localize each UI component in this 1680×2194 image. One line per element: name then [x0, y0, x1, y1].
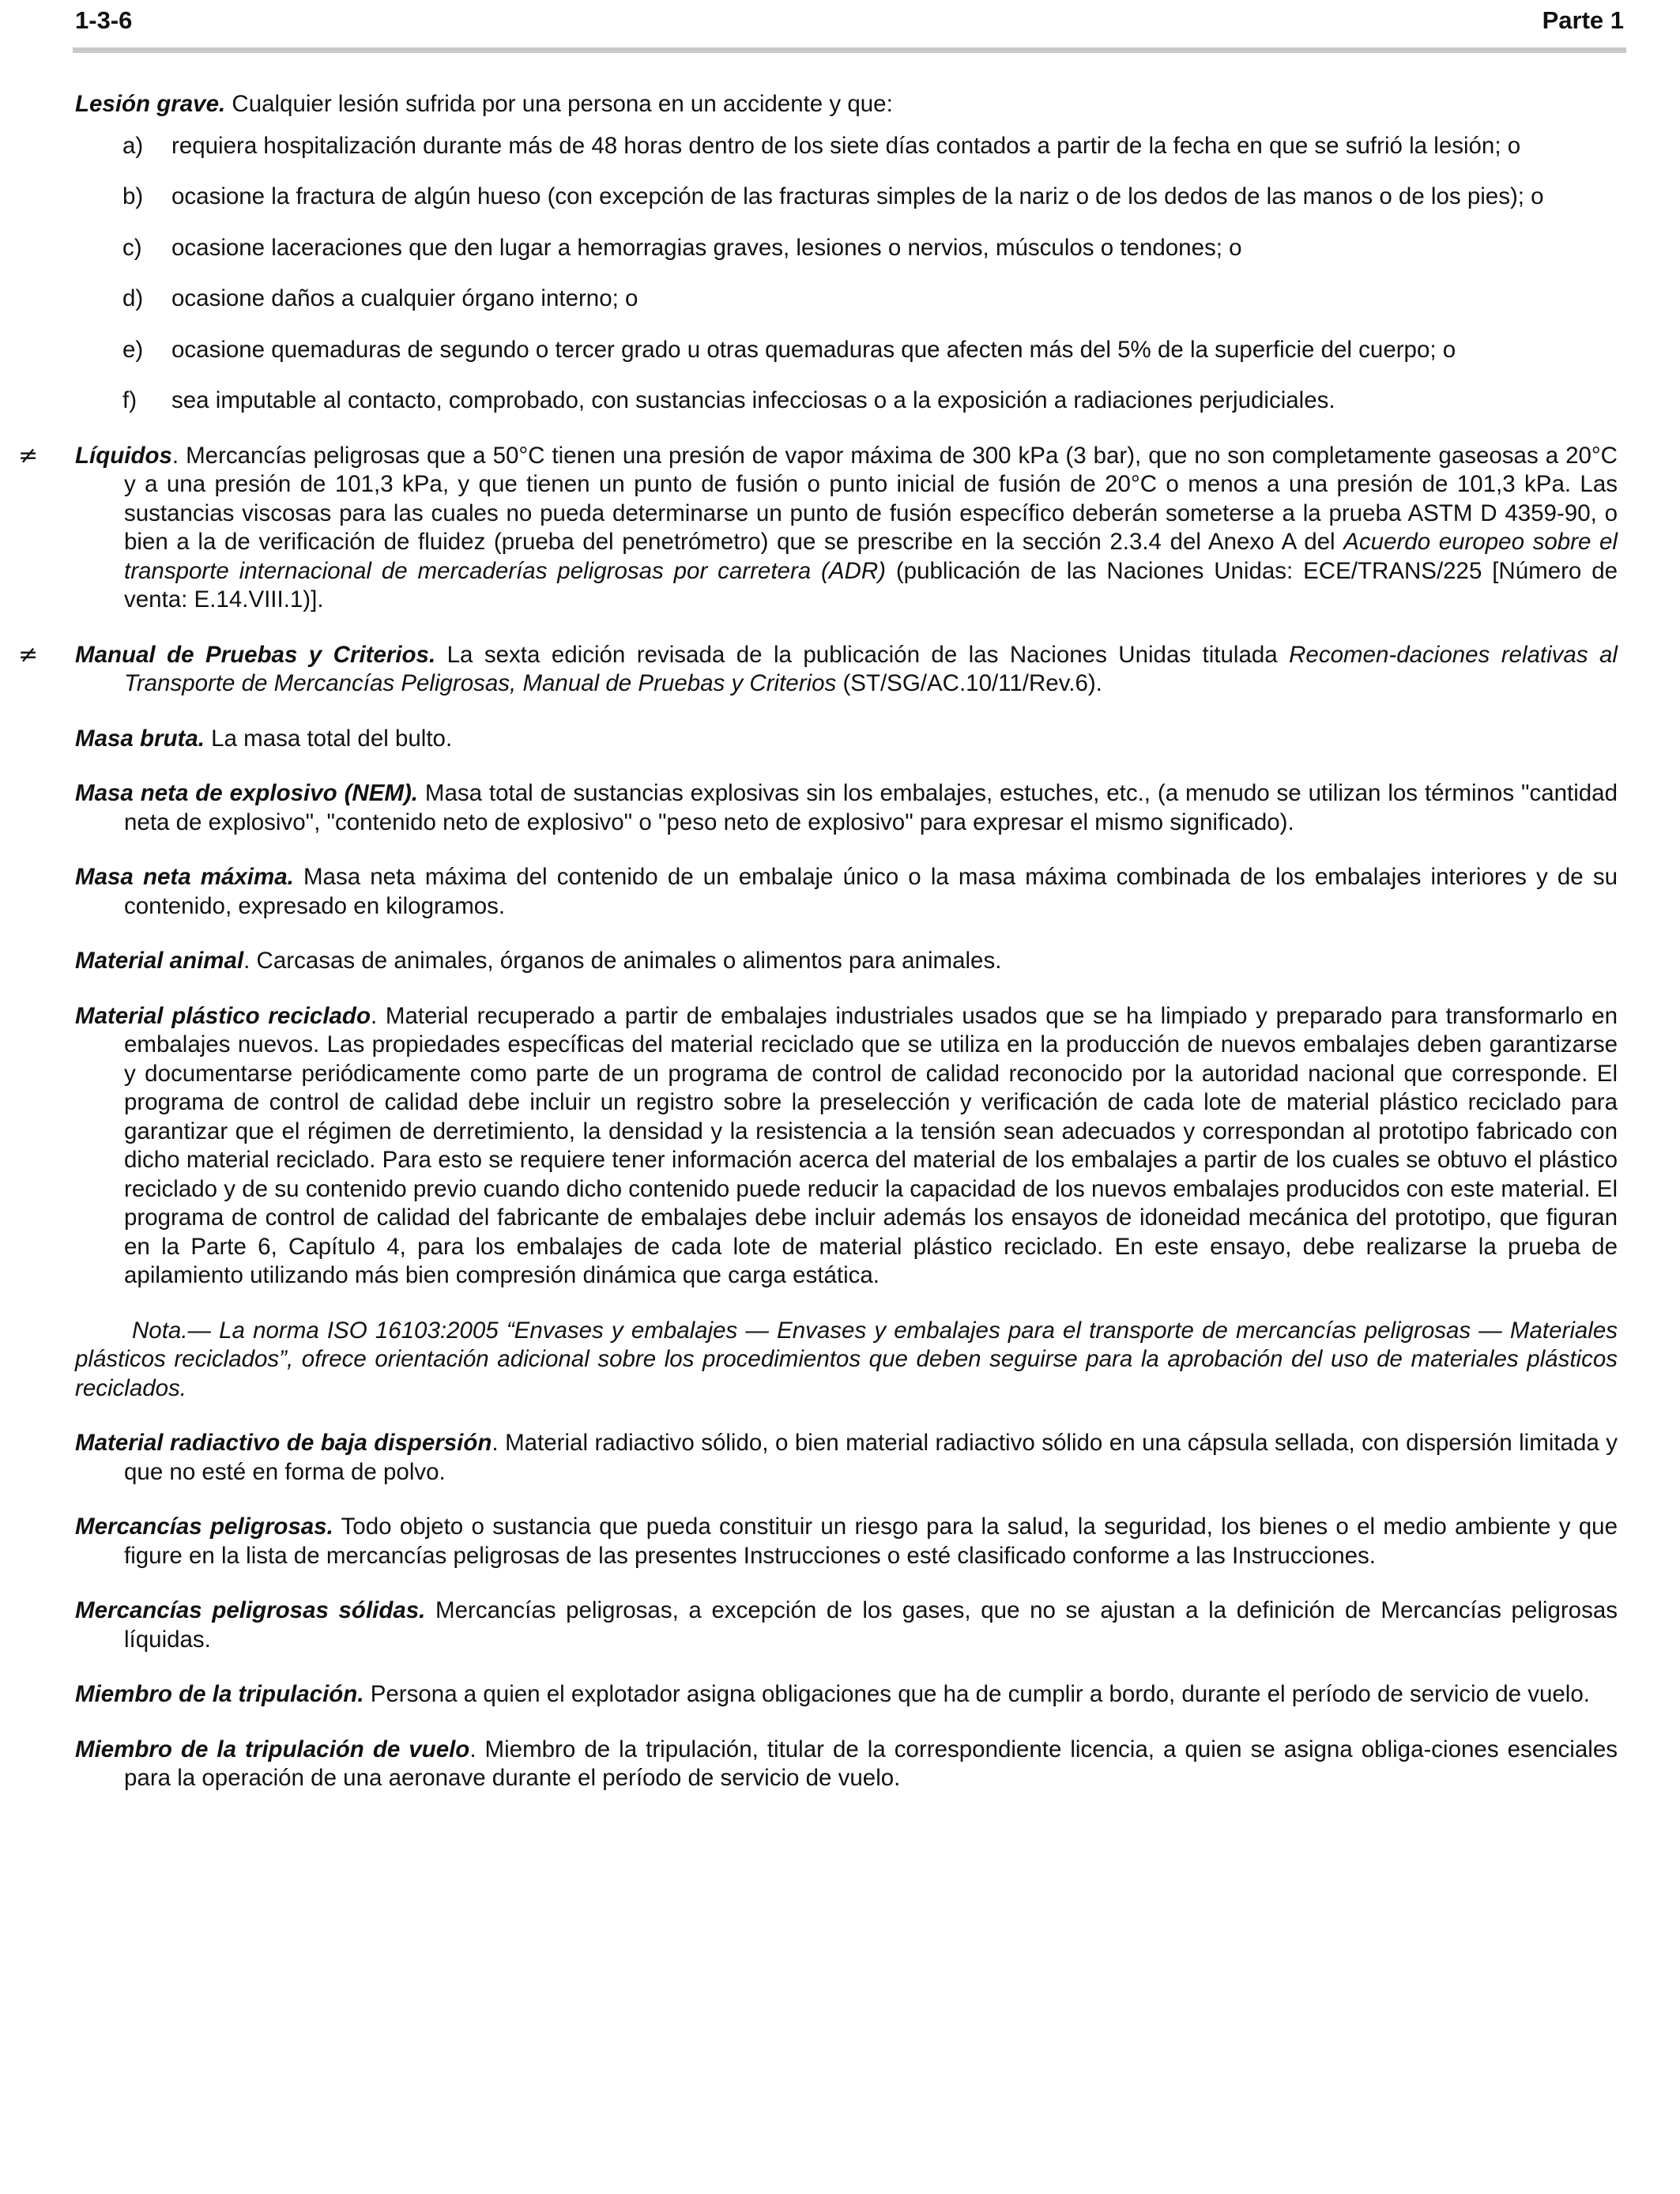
definition-text: Persona a quien el explotador asigna obligaciones que ha de cumplir a bordo, durante el período de servicio de vuelo.	[363, 1681, 1590, 1707]
list-item-label: c)	[122, 234, 142, 261]
page-number: 1-3-6	[75, 6, 133, 34]
list-item	[75, 132, 1618, 161]
header-rule	[73, 47, 1626, 53]
term: Material radiactivo de baja dispersión	[75, 1430, 492, 1456]
definition-liquidos	[18, 441, 1618, 615]
list-item-label: a)	[122, 132, 144, 159]
definition-text: . Material radiactivo sólido, o bien material radiactivo sólido en una cápsula sellada, con dispersión limitada y que no esté en forma de polvo.	[124, 1430, 1618, 1485]
definition-text: . Material recuperado a partir de embalajes industriales usados que se ha limpiado y preparado para transformarlo en embalajes nuevos. Las propiedades específicas del material reciclado que se utiliza en la producción de nuevos embalajes deben garantizarse y documentarse periódicamente como parte de un programa de control de calidad reconocido por la autoridad nacional que corresponde. El programa de control de calidad debe incluir un registro sobre la preselección y verificación de cada lote de material plástico reciclado para garantizar que el régimen de derretimiento, la densidad y la resistencia a la tensión sean adecuados y correspondan al prototipo fabricado con dicho material reciclado. Para esto se requiere tener información acerca del material de los embalajes a partir de los cuales se obtuvo el plástico reciclado y de su contenido previo cuando dicho contenido puede reducir la capacidad de los nuevos embalajes producidos con este material. El programa de control de calidad del fabricante de embalajes debe incluir además los ensayos de idoneidad mecánica del prototipo, que figuran en la Parte 6, Capítulo 4, para los embalajes de cada lote de material plástico reciclado. En este ensayo, debe realizarse la prueba de apilamiento utilizando más bien compresión dinámica que carga estática.	[124, 1002, 1618, 1288]
list-item-text: ocasione quemaduras de segundo o tercer grado u otras quemaduras que afecten más del 5% de la superficie del cuerpo; o	[171, 336, 1456, 363]
document-body	[18, 90, 1618, 1819]
note-paragraph: Nota.— La norma ISO 16103:2005 “Envases y embalajes — Envases y embalajes para el transporte de mercancías peligrosas — Materiales plásticos reciclados”, ofrece orientación adicional sobre los procedimientos que deben seguirse para la aprobación del uso de materiales plásticos reciclados.	[75, 1317, 1618, 1401]
definition-text: La masa total del bulto.	[204, 725, 453, 752]
definition-mercancias-peligrosas	[75, 1513, 1618, 1570]
definition-masa-neta-explosivo	[75, 779, 1618, 837]
term: Mercancías peligrosas sólidas.	[75, 1597, 426, 1623]
definition-masa-neta-maxima	[75, 863, 1618, 921]
publication-title: Acuerdo europeo sobre el transporte internacional de mercaderías peligrosas por carretera (ADR)	[124, 529, 1618, 584]
definition-text: Masa neta máxima del contenido de un embalaje único o la masa máxima combinada de los embalajes interiores y de su contenido, expresado en kilogramos.	[124, 864, 1618, 919]
definition-miembro-tripulacion	[75, 1680, 1618, 1710]
definition-text: Mercancías peligrosas, a excepción de los gases, que no se ajustan a la definición de Mercancías peligrosas líquidas.	[124, 1597, 1618, 1653]
list-item-label: e)	[122, 336, 144, 363]
list-item	[75, 336, 1618, 365]
publication-title: Recomen-daciones relativas al Transporte de Mercancías Peligrosas, Manual de Pruebas y Criterios	[124, 641, 1618, 696]
term: Líquidos	[75, 442, 172, 469]
term: Mercancías peligrosas.	[75, 1514, 333, 1540]
list-item-label: d)	[122, 285, 144, 311]
list-item	[75, 234, 1618, 263]
list-item	[75, 285, 1618, 314]
term: Miembro de la tripulación de vuelo	[75, 1736, 470, 1762]
lesion-items-list	[75, 132, 1618, 416]
definition-mercancias-solidas	[75, 1596, 1618, 1654]
definition-text: Cualquier lesión sufrida por una persona en un accidente y que:	[225, 91, 893, 117]
page-header	[75, 6, 1624, 38]
list-item	[75, 183, 1618, 212]
term: Material plástico reciclado	[75, 1002, 371, 1029]
definition-text: . Carcasas de animales, órganos de animales o alimentos para animales.	[243, 948, 1002, 974]
change-mark: ≠	[18, 441, 39, 469]
definition-masa-bruta	[75, 725, 1618, 754]
definition-lesion-grave	[75, 90, 1618, 119]
change-mark: ≠	[18, 640, 39, 669]
term: Masa bruta.	[75, 725, 205, 752]
definition-material-plastico-reciclado	[75, 1002, 1618, 1291]
definition-miembro-tripulacion-vuelo	[75, 1736, 1618, 1793]
term: Manual de Pruebas y Criterios.	[75, 641, 436, 668]
list-item-text: requiera hospitalización durante más de 48 horas dentro de los siete días contados a partir de la fecha en que se sufrió la lesión; o	[171, 132, 1521, 159]
list-item-label: f)	[122, 387, 137, 413]
list-item-text: sea imputable al contacto, comprobado, con sustancias infecciosas o a la exposición a radiaciones perjudiciales.	[171, 387, 1335, 413]
definition-manual-pruebas	[18, 640, 1618, 699]
term: Miembro de la tripulación.	[75, 1681, 364, 1707]
definition-material-animal	[75, 947, 1618, 976]
list-item-text: ocasione daños a cualquier órgano interno; o	[171, 285, 638, 311]
term: Material animal	[75, 948, 244, 974]
term: Masa neta de explosivo (NEM).	[75, 780, 418, 806]
list-item	[75, 386, 1618, 416]
definition-text: . Miembro de la tripulación, titular de la correspondiente licencia, a quien se asigna obliga-ciones esenciales para la operación de una aeronave durante el período de servicio de vuelo.	[124, 1736, 1618, 1791]
list-item-label: b)	[122, 183, 144, 209]
term: Masa neta máxima.	[75, 864, 294, 890]
definition-text: . Mercancías peligrosas que a 50°C tienen una presión de vapor máxima de 300 kPa (3 bar), que no son completamente gaseosas a 20°C y a una presión de 101,3 kPa, y que tienen un punto de fusión o punto inicial de fusión de 20°C o menos a una presión de 101,3 kPa. Las sustancias viscosas para las cuales no pueda determinarse un punto de fusión específico deberán someterse a la prueba ASTM D 4359-90, o bien a la de verificación de fluidez (prueba del penetrómetro) que se prescribe en la sección 2.3.4 del Anexo A del	[124, 442, 1618, 555]
definition-text-end: (publicación de las Naciones Unidas: ECE/TRANS/225 [Número de venta: E.14.VIII.1)].	[124, 557, 1618, 613]
definition-material-radiactivo	[75, 1429, 1618, 1487]
definition-text: Todo objeto o sustancia que pueda constituir un riesgo para la salud, la seguridad, los bienes o el medio ambiente y que figure en la lista de mercancías peligrosas de las presentes Instrucciones o esté clasificado conforme a las Instrucciones.	[124, 1514, 1618, 1569]
definition-text-end: (ST/SG/AC.10/11/Rev.6).	[836, 670, 1102, 696]
definition-text: La sexta edición revisada de la publicación de las Naciones Unidas titulada	[435, 641, 1290, 668]
definition-text: Masa total de sustancias explosivas sin los embalajes, estuches, etc., (a menudo se utilizan los términos "cantidad neta de explosivo", "contenido neto de explosivo" o "peso neto de explosivo" para expresar el mismo significado).	[124, 780, 1618, 835]
list-item-text: ocasione laceraciones que den lugar a hemorragias graves, lesiones o nervios, músculos o tendones; o	[171, 234, 1242, 261]
list-item-text: ocasione la fractura de algún hueso (con excepción de las fracturas simples de la nariz o de los dedos de las manos o de los pies); o	[171, 183, 1544, 209]
term: Lesión grave.	[75, 91, 226, 117]
part-label: Parte 1	[1542, 6, 1624, 34]
